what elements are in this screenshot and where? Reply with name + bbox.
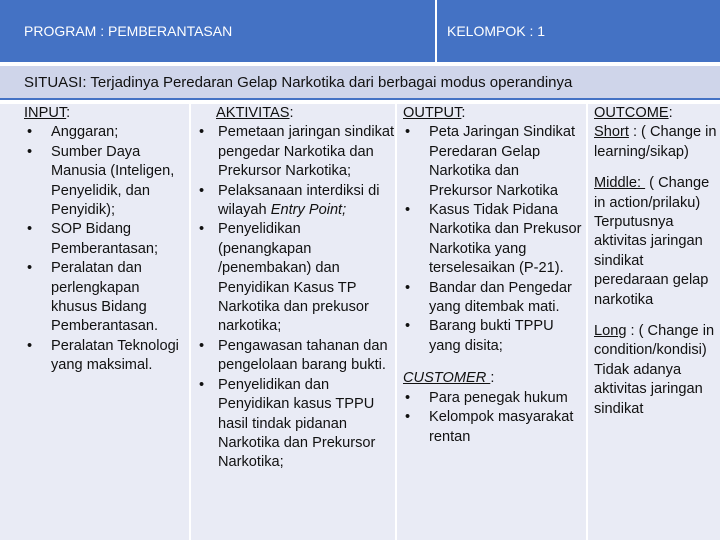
input-title: INPUT (24, 105, 67, 121)
output-column (397, 104, 586, 540)
aktivitas-item (191, 182, 395, 221)
input-item: • Sumber Daya Manusia (Inteligen, Penyelidik, dan Penyidik); (24, 143, 189, 221)
program-header: PROGRAM : PEMBERANTASAN (0, 0, 437, 62)
aktivitas-item: • Penyelidikan dan Penyidikan kasus TPPU hasil tindak pidanan Narkotika dan Prekursor Narkotika; (191, 376, 395, 473)
outcome-title: OUTCOME (594, 105, 669, 121)
output-heading: OUTPUT: (403, 105, 466, 121)
input-item: • Peralatan dan perlengkapan khusus Bidang Pemberantasan. (24, 259, 189, 337)
output-title: OUTPUT (403, 105, 462, 121)
aktivitas-item-emphasis: Entry Point; (270, 202, 347, 219)
output-item: • Peta Jaringan Sindikat Peredaran Gelap Narkotika dan Prekursor Narkotika (397, 123, 586, 201)
input-item: • Peralatan Teknologi yang maksimal. (24, 337, 189, 376)
input-item: • SOP Bidang Pemberantasan; (24, 220, 189, 259)
aktivitas-heading: AKTIVITAS: (216, 105, 294, 121)
customer-heading: CUSTOMER : (403, 370, 495, 387)
aktivitas-column (191, 104, 395, 540)
kelompok-header: KELOMPOK : 1 (437, 0, 720, 62)
aktivitas-item-text: Pelaksanaan interdiksi di wilayah (218, 182, 380, 219)
outcome-short-text: : ( Change in learning/sikap) (594, 124, 717, 160)
aktivitas-item: • Pengawasan tahanan dan pengelolaan barang bukti. (191, 337, 395, 376)
aktivitas-item: • Penyelidikan (penangkapan /penembakan) dan Penyidikan Kasus TP Narkotika dan prekusor narkotika; (191, 220, 395, 336)
output-list (397, 123, 586, 356)
aktivitas-list (191, 123, 395, 472)
outcome-long-label: Long (594, 323, 627, 340)
situasi-bar: SITUASI: Terjadinya Peredaran Gelap Narkotika dari berbagai modus operandinya (0, 66, 720, 100)
input-column (0, 104, 189, 540)
input-item: • Anggaran; (24, 123, 189, 142)
output-item: • Bandar dan Pengedar yang ditembak mati. (397, 279, 586, 318)
outcome-short (594, 123, 720, 162)
input-list (24, 123, 189, 375)
outcome-middle-text: ( Change in action/prilaku) Terputusnya aktivitas jaringan sindikat peredaraan gelap narkotika (594, 175, 710, 308)
outcome-long (594, 322, 720, 419)
customer-item: • Kelompok masyarakat rentan (397, 408, 586, 447)
output-item: • Barang bukti TPPU yang disita; (397, 317, 586, 356)
aktivitas-item: • Pemetaan jaringan sindikat pengedar Narkotika dan Prekursor Narkotika; (191, 123, 395, 181)
outcome-column (588, 104, 720, 540)
output-item: • Kasus Tidak Pidana Narkotika dan Prekusor Narkotika yang terselesaikan (P-21). (397, 201, 586, 279)
outcome-middle-label: Middle: (594, 175, 646, 192)
customer-item: • Para penegak hukum (397, 389, 586, 408)
outcome-heading: OUTCOME: (594, 105, 673, 121)
input-heading: INPUT: (24, 105, 71, 121)
customer-title: CUSTOMER (403, 370, 491, 387)
aktivitas-title: AKTIVITAS (216, 105, 290, 121)
outcome-long-text: : ( Change in condition/kondisi) Tidak adanya aktivitas jaringan sindikat (594, 323, 715, 417)
customer-list (397, 389, 586, 447)
outcome-short-label: Short (594, 124, 629, 141)
outcome-middle (594, 174, 720, 310)
